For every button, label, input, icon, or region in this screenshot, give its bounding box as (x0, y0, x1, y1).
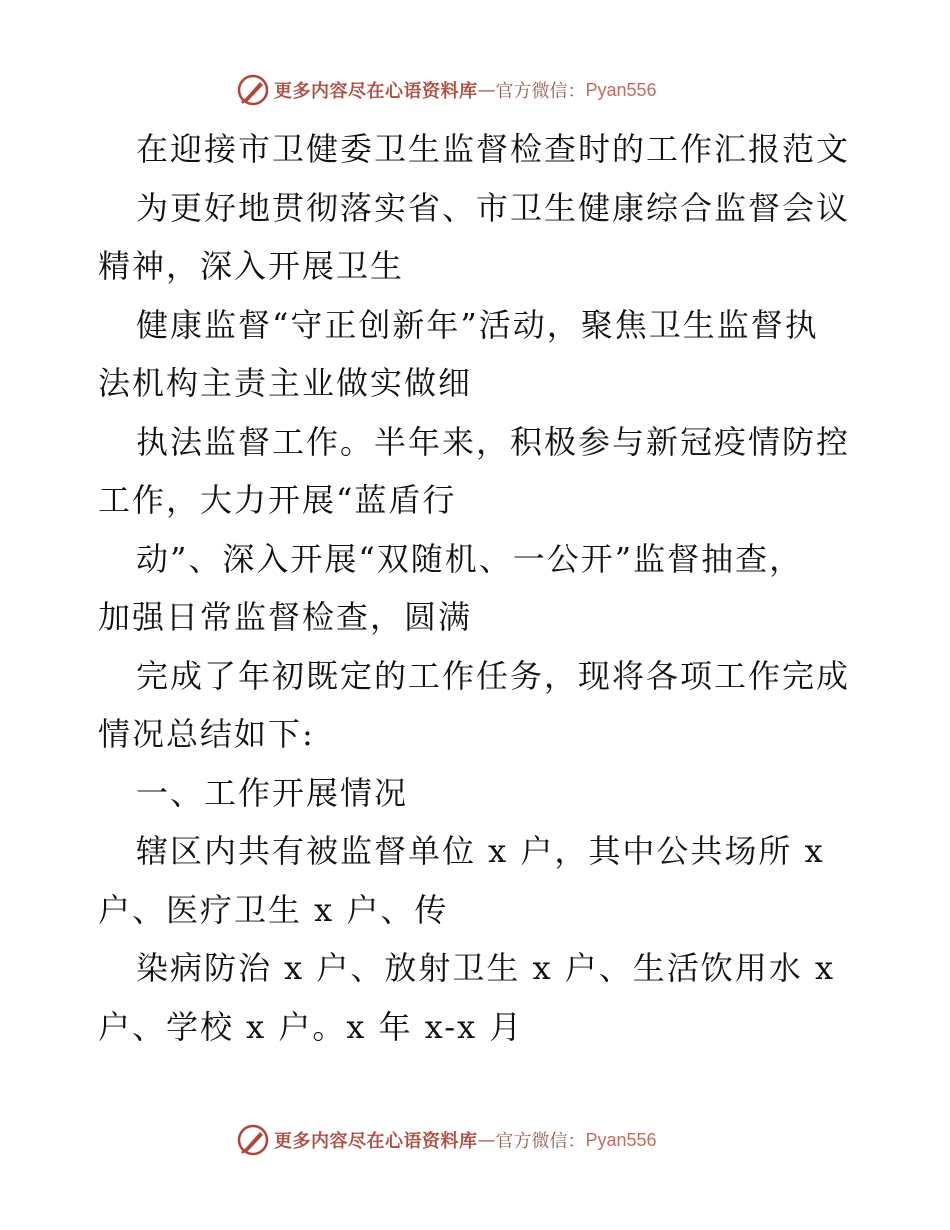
paragraph-line: 完成了年初既定的工作任务，现将各项工作完成 (136, 656, 851, 695)
paragraph-line: 动”、深入开展“双随机、一公开”监督抽查， (136, 539, 804, 578)
watermark-text: 更多内容尽在心语资料库 (274, 1131, 478, 1152)
quill-logo-icon (236, 73, 270, 107)
paragraph-line: 工作，大力开展“蓝盾行 (98, 481, 457, 519)
footer-watermark (236, 1122, 657, 1158)
header-watermark (236, 72, 657, 108)
watermark-wechat-label: 官方微信： (495, 1131, 586, 1152)
document-title: 在迎接市卫健委卫生监督检查时的工作汇报范文 (136, 130, 851, 168)
paragraph-line: 健康监督“守正创新年”活动，聚焦卫生监督执 (136, 305, 819, 344)
paragraph-line: 为更好地贯彻落实省、市卫生健康综合监督会议 (136, 188, 851, 227)
document-body (98, 120, 858, 1056)
watermark-wechat-id: Pyan556 (585, 79, 657, 100)
paragraph-line: 加强日常监督检查，圆满 (98, 598, 473, 636)
section-heading: 一、工作开展情况 (136, 773, 409, 812)
paragraph-line: 染病防治 x 户、放射卫生 x 户、生活饮用水 x (136, 949, 836, 987)
paragraph-line: 户、医疗卫生 x 户、传 (98, 890, 449, 929)
paragraph-line: 户、学校 x 户。x 年 x-x 月 (98, 1007, 524, 1046)
paragraph-line: 执法监督工作。半年来，积极参与新冠疫情防控 (136, 422, 851, 461)
watermark-dash: — (477, 79, 496, 101)
watermark-wechat-id: Pyan556 (585, 1129, 657, 1150)
paragraph-line: 精神，深入开展卫生 (98, 247, 405, 285)
paragraph-line: 情况总结如下: (98, 715, 315, 753)
watermark-dash: — (477, 1129, 496, 1151)
paragraph-line: 法机构主责主业做实做细 (98, 364, 473, 402)
watermark-text: 更多内容尽在心语资料库 (274, 81, 478, 102)
paragraph-line: 辖区内共有被监督单位 x 户，其中公共场所 x (136, 832, 825, 870)
watermark-wechat-label: 官方微信： (495, 81, 586, 102)
quill-logo-icon (236, 1123, 270, 1157)
